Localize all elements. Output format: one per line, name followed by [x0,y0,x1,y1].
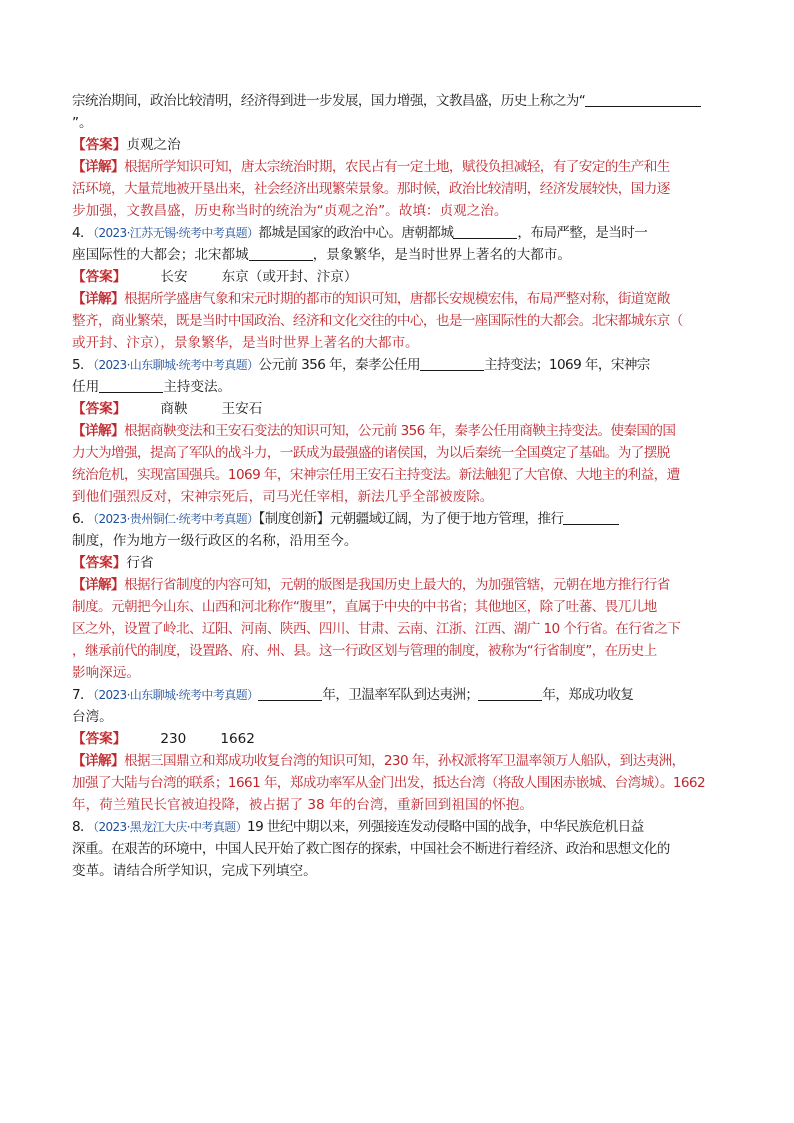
text-line [72,860,724,882]
question-number: 7． [72,687,94,703]
fill-blank [99,378,163,393]
explanation-tag: 【详解】 [72,753,124,769]
fill-blank [258,686,322,701]
explanation-text: 或开封、汴京），景象繁华，是当时世界上著名的大都市。 [72,335,419,351]
question-text: 年，郑成功收复 [542,687,634,703]
question-number: 4． [72,225,94,241]
question-text: 19 世纪中期以来，列强接连发动侵略中国的战争，中华民族危机日益 [247,819,644,835]
explanation-text: 制度。元朝把今山东、山西和河北称作“腹里”，直属于中央的中书省；其他地区，除了吐蕃、畏兀儿地 [72,599,657,615]
explanation-line [72,794,724,816]
answer-text: 行省 [126,555,154,571]
explanation-text: 年，荷兰殖民长官被迫投降，被占据了 38 年的台湾，重新回到祖国的怀抱。 [72,797,533,813]
explanation-tag: 【详解】 [72,291,124,307]
explanation-line [72,200,724,222]
question-line [72,684,724,706]
question-source: （2023·江苏无锡·统考中考真题） [93,226,259,240]
question-text: 宗统治期间，政治比较清明，经济得到进一步发展，国力增强，文教昌盛，历史上称之为“ [72,93,586,109]
fill-blank [563,510,619,525]
fill-blank [453,224,517,239]
explanation-line [72,310,724,332]
question-source: （2023·贵州铜仁·统考中考真题） [93,512,259,526]
explanation-text: 加强了大陆与台湾的联系；1661 年，郑成功率军从金门出发，抵达台湾（将敌人围困赤嵌城、台湾城）。1662 [72,775,706,791]
answer-tag: 【答案】 [72,269,127,285]
explanation-text: 整齐，商业繁荣，既是当时中国政治、经济和文化交往的中心，也是一座国际性的大都会。北宋都城东京（ [72,313,683,329]
answer-line [72,134,724,156]
answer-text: 长安 [160,269,188,285]
question-text: 都城是国家的政治中心。唐朝都城 [258,225,454,241]
fill-blank [585,92,701,107]
question-text: 制度，作为地方一级行政区的名称，沿用至今。 [72,533,358,549]
question-number: 6． [72,511,94,527]
answer-line [72,266,724,288]
explanation-tag: 【详解】 [72,577,124,593]
question-text: 任用 [72,379,100,395]
explanation-text: 统治危机，实现富国强兵。1069 年，宋神宗任用王安石主持变法。新法触犯了大官僚、大地主的利益，遭 [72,467,680,483]
question-text: 主持变法。 [163,379,232,395]
question-text: 主持变法；1069 年，宋神宗 [483,357,650,373]
answer-line [72,728,724,750]
answer-text: 东京（或开封、汴京） [221,269,358,285]
explanation-text: 根据所学盛唐气象和宋元时期的都市的知识可知，唐都长安规模宏伟，布局严整对称，街道宽敞 [123,291,670,307]
answer-tag: 【答案】 [72,137,127,153]
answer-line [72,398,724,420]
fill-blank [420,356,484,371]
question-line [72,222,724,244]
explanation-text: 活环境，大量荒地被开垦出来，社会经济出现繁荣景象。那时候，政治比较清明，经济发展较快，国力逐 [72,181,670,197]
question-number: 8． [72,819,94,835]
answer-line [72,552,724,574]
question-line [72,816,724,838]
text-line [72,244,724,266]
answer-tag: 【答案】 [72,731,127,747]
explanation-line [72,420,724,442]
question-source: （2023·山东聊城·统考中考真题） [93,358,259,372]
question-text: 年，卫温率军队到达夷洲； [322,687,479,703]
question-source: （2023·黑龙江大庆·中考真题） [93,820,248,834]
explanation-line [72,750,724,772]
text-line [72,838,724,860]
question-text: ，布局严整，是当时一 [517,225,648,241]
explanation-line [72,618,724,640]
text-line [72,112,724,134]
answer-tag: 【答案】 [72,401,127,417]
document-body [72,90,724,882]
explanation-text: ，继承前代的制度，设置路、府、州、县。这一行政区划与管理的制度，被称为“行省制度”，在历史上 [72,643,657,659]
question-line [72,354,724,376]
explanation-text: 根据三国鼎立和郑成功收复台湾的知识可知，230 年，孙权派将军卫温率领万人船队，到达夷洲， [123,753,685,769]
explanation-line [72,574,724,596]
explanation-line [72,442,724,464]
explanation-tag: 【详解】 [72,423,124,439]
answer-tag: 【答案】 [72,555,127,571]
explanation-text: 区之外，设置了岭北、辽阳、河南、陕西、四川、甘肃、云南、江浙、江西、湖广 10 个行省。在行省之下 [72,621,681,637]
explanation-line [72,178,724,200]
text-line [72,376,724,398]
explanation-text: 根据行省制度的内容可知，元朝的版图是我国历史上最大的，为加强管辖，元朝在地方推行行省 [123,577,670,593]
explanation-line [72,486,724,508]
question-text: 【制度创新】元朝疆域辽阔，为了便于地方管理，推行 [258,511,564,527]
explanation-text: 步加强，文教昌盛，历史称当时的统治为“贞观之治”。故填：贞观之治。 [72,203,508,219]
explanation-line [72,596,724,618]
explanation-tag: 【详解】 [72,159,124,175]
answer-text: 贞观之治 [126,137,181,153]
answer-text: 商鞅 [160,401,188,417]
explanation-line [72,772,724,794]
question-line [72,508,724,530]
text-line [72,530,724,552]
question-text: 台湾。 [72,709,113,725]
explanation-text: 力大为增强，提高了军队的战斗力，一跃成为最强盛的诸侯国，为以后秦统一全国奠定了基础。为了摆脱 [72,445,670,461]
answer-text: 1662 [220,731,255,747]
text-line [72,706,724,728]
text-line [72,90,724,112]
explanation-line [72,156,724,178]
explanation-line [72,640,724,662]
explanation-text: 根据商鞅变法和王安石变法的知识可知，公元前 356 年，秦孝公任用商鞅主持变法。使秦国的国 [123,423,676,439]
explanation-text: 根据所学知识可知，唐太宗统治时期，农民占有一定土地，赋役负担减轻，有了安定的生产和生 [123,159,670,175]
question-text: 座国际性的大都会；北宋都城 [72,247,249,263]
explanation-text: 到他们强烈反对，宋神宗死后，司马光任宰相，新法几乎全部被废除。 [72,489,494,505]
answer-text: 王安石 [221,401,263,417]
explanation-line [72,662,724,684]
question-text: 公元前 356 年，秦孝公任用 [258,357,420,373]
explanation-line [72,464,724,486]
fill-blank [249,246,313,261]
question-text: 变革。请结合所学知识，完成下列填空。 [72,863,317,879]
question-text: ，景象繁华，是当时世界上著名的大都市。 [312,247,571,263]
fill-blank [478,686,542,701]
question-text: 深重。在艰苦的环境中，中国人民开始了救亡图存的探索，中国社会不断进行着经济、政治和思想文化的 [72,841,670,857]
question-number: 5． [72,357,94,373]
explanation-line [72,332,724,354]
answer-text: 230 [160,731,187,747]
question-text: ”。 [72,115,93,131]
explanation-line [72,288,724,310]
question-source: （2023·山东聊城·统考中考真题） [93,688,259,702]
explanation-text: 影响深远。 [72,665,140,681]
